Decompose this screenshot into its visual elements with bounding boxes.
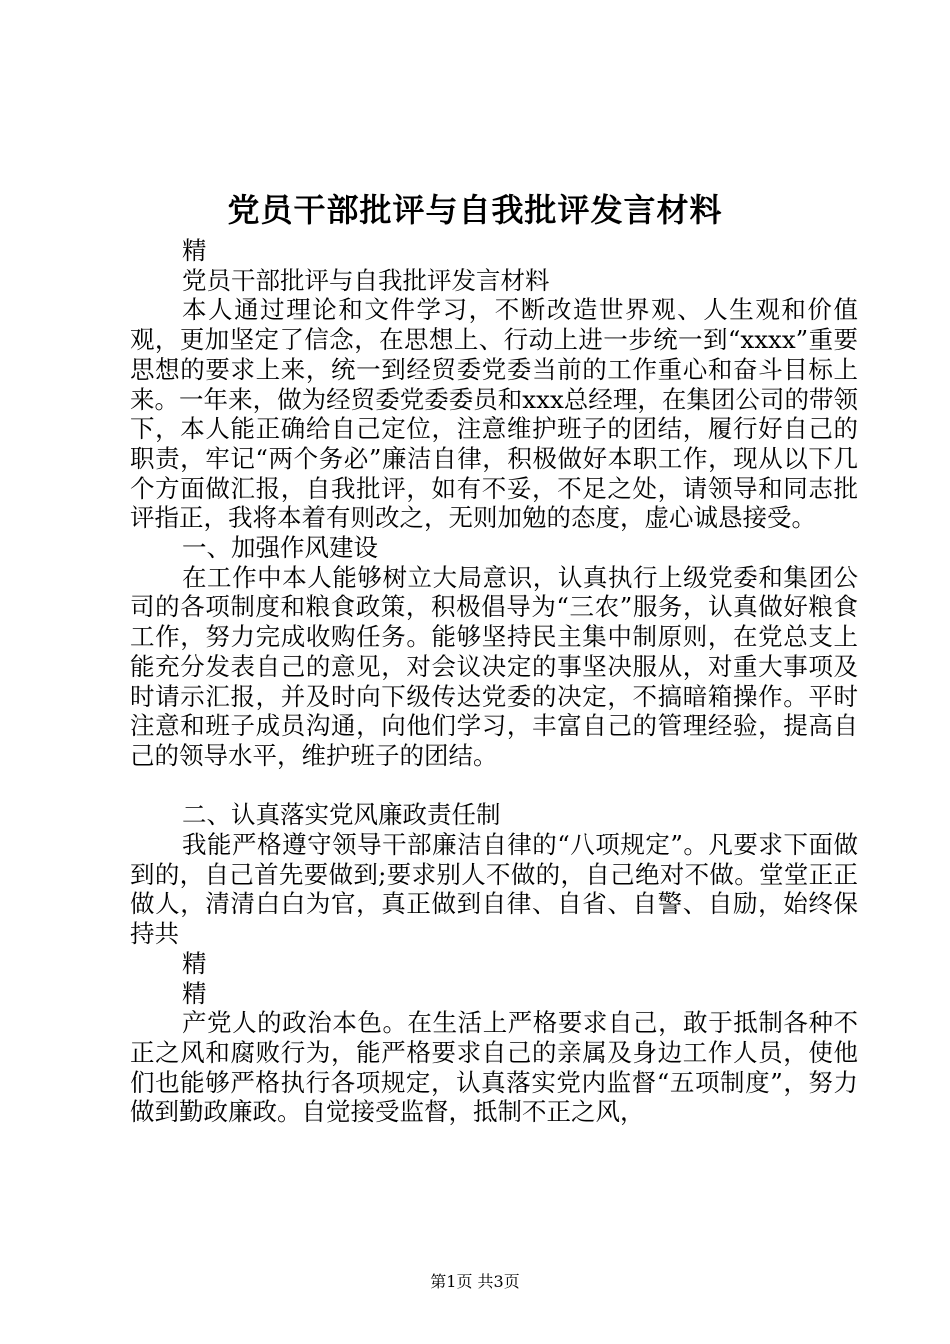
blank-line (130, 771, 858, 801)
section-heading-2: 二、认真落实党风廉政责任制 (182, 800, 501, 830)
paragraph-intro: 本人通过理论和文件学习，不断改造世界观、人生观和价值观，更加坚定了信念，在思想上、行动上进一步统一到“xxxx”重要思想的要求上来，统一到经贸委党委当前的工作重心和奋斗目标上来。一年来，做为经贸委党委委员和xxx总经理，在集团公司的带领下，本人能正确给自己定位，注意维护班子的团结，履行好自己的职责，牢记“两个务必”廉洁自律，积极做好本职工作，现从以下几个方面做汇报，自我批评，如有不妥，不足之处，请领导和同志批评指正，我将本着有则改之，无则加勉的态度，虚心诚恳接受。 (130, 295, 858, 533)
paragraph-section-2: 我能严格遵守领导干部廉洁自律的“八项规定”。凡要求下面做到的，自己首先要做到;要求别人不做的，自己绝对不做。堂堂正正做人，清清白白为官，真正做到自律、自省、自警、自励，始终保持共 (130, 830, 858, 949)
paragraph-section-1: 在工作中本人能够树立大局意识，认真执行上级党委和集团公司的各项制度和粮食政策，积极倡导为“三农”服务，认真做好粮食工作，努力完成收购任务。能够坚持民主集中制原则，在党总支上能充分发表自己的意见，对会议决定的事坚决服从，对重大事项及时请示汇报，并及时向下级传达党委的决定，不搞暗箱操作。平时注意和班子成员沟通，向他们学习，丰富自己的管理经验，提高自己的领导水平，维护班子的团结。 (130, 562, 858, 770)
paragraph-subtitle: 党员干部批评与自我批评发言材料 (182, 265, 550, 295)
paragraph-marker: 精 (182, 978, 207, 1008)
document-title: 党员干部批评与自我批评发言材料 (227, 191, 723, 229)
paragraph-marker: 精 (182, 236, 207, 265)
paragraph-continuation: 产党人的政治本色。在生活上严格要求自己，敢于抵制各种不正之风和腐败行为，能严格要求自己的亲属及身边工作人员，使他们也能够严格执行各项规定，认真落实党内监督“五项制度”，努力做到勤政廉政。自觉接受监督，抵制不正之风， (130, 1008, 858, 1127)
section-heading-1: 一、加强作风建设 (182, 533, 378, 563)
page-footer: 第1页 共3页 (430, 1272, 520, 1291)
document-body (130, 236, 858, 1127)
paragraph-marker: 精 (182, 948, 207, 978)
